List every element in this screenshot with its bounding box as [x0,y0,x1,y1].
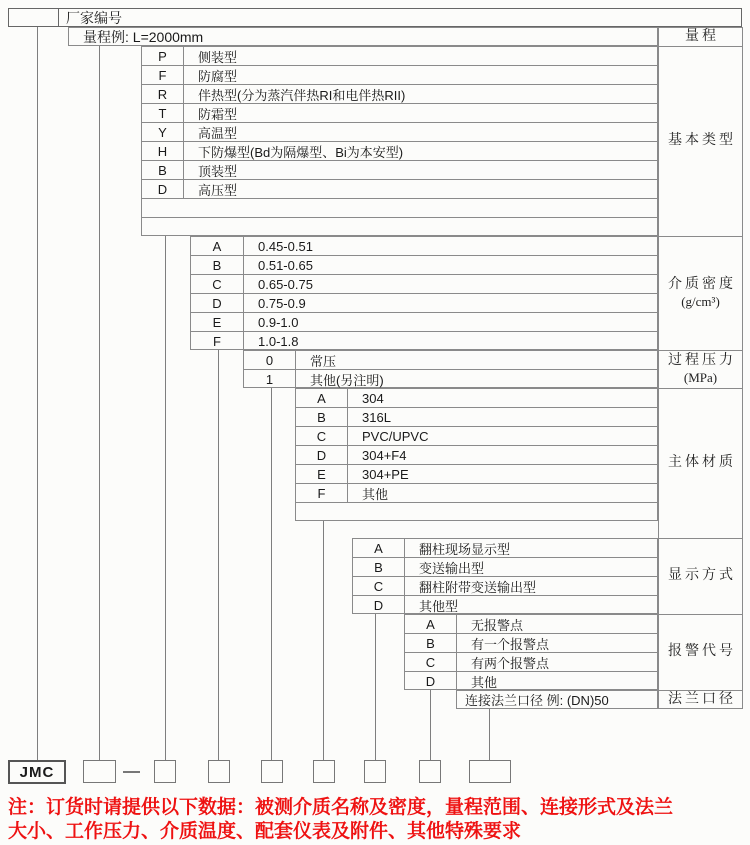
code-cell: P [142,47,184,65]
code-cell: C [405,653,457,671]
code-box-density [208,760,230,783]
code-cell: T [142,104,184,122]
code-cell: E [296,465,348,483]
connector-line [218,350,219,760]
code-cell: F [142,66,184,84]
table-row [405,652,657,671]
model-prefix-box: JMC [8,760,66,784]
code-cell: C [353,577,405,595]
section-basic-type-table [141,46,658,236]
table-row [191,237,657,255]
code-cell: F [191,332,244,350]
category-label-column [658,27,743,709]
category-label-density [659,236,742,349]
table-row [191,255,657,274]
connector-line [99,46,100,760]
desc-cell: 变送输出型 [419,560,485,576]
table-row [296,464,657,483]
table-row [191,331,657,350]
table-row [296,426,657,445]
flange-size-label: 连接法兰口径 例: (DN)50 [465,693,609,708]
range-row [68,27,658,46]
category-label-pressure [659,350,742,387]
table-row [296,483,657,502]
code-cell: E [191,313,244,331]
category-label-text: 主体材质 [668,455,736,470]
category-label-text: 过程压力 [668,353,736,368]
table-row [353,576,657,595]
desc-cell: 316L [362,409,391,425]
code-cell: H [142,142,184,160]
table-row [191,274,657,293]
desc-cell: 无报警点 [471,617,524,633]
category-label-basic-type [659,46,742,235]
dash-separator [123,771,140,773]
section-display-table [352,538,658,614]
code-box-flange [469,760,511,783]
desc-cell: 侧装型 [198,49,238,65]
code-box-material [313,760,335,783]
ordering-note-line2: 大小、工作压力、介质温度、配套仪表及附件、其他特殊要求 [8,821,522,842]
code-cell: D [142,180,184,198]
code-box-alarm [419,760,441,783]
desc-cell: 其他型 [419,598,459,614]
connector-line [37,27,38,760]
table-row [296,502,657,521]
flange-size-row [456,690,658,709]
category-label-display [659,538,742,613]
category-label-range [659,28,742,45]
connector-line [271,388,272,760]
category-label-unit: (g/cm³) [681,294,720,309]
desc-cell: 0.9-1.0 [258,314,299,330]
desc-cell: 0.45-0.51 [258,238,313,254]
desc-cell: 伴热型(分为蒸汽伴热RI和电伴热RII) [198,87,406,103]
code-cell: F [296,484,348,502]
desc-cell: 其他(另注明) [310,372,384,388]
table-row [353,539,657,557]
desc-cell: 翻柱附带变送输出型 [419,579,537,595]
desc-cell: 1.0-1.8 [258,333,299,349]
code-cell: B [296,408,348,426]
desc-cell: 常压 [310,353,337,369]
desc-cell: 高温型 [198,125,238,141]
code-box-pressure [261,760,283,783]
code-cell: B [353,558,405,576]
manufacturer-row-label: 厂家编号 [66,10,122,26]
table-row [142,103,657,122]
desc-cell: 0.75-0.9 [258,295,306,311]
table-row [142,141,657,160]
code-box-display [364,760,386,783]
code-cell: A [405,615,457,633]
table-row [142,122,657,141]
category-label-alarm [659,614,742,689]
section-material-table [295,388,658,521]
table-row [296,407,657,426]
table-row [142,84,657,103]
ordering-note-line1: 注：订货时请提供以下数据：被测介质名称及密度，量程范围、连接形式及法兰 [8,797,674,818]
code-cell: Y [142,123,184,141]
connector-line [375,614,376,760]
desc-cell: 其他 [471,674,498,690]
code-cell: A [353,539,405,557]
code-cell: 1 [244,370,296,388]
code-cell: D [296,446,348,464]
desc-cell: 有两个报警点 [471,655,550,671]
code-cell: B [405,634,457,652]
table-row [405,633,657,652]
table-row [142,65,657,84]
code-cell: C [191,275,244,293]
section-alarm-table [404,614,658,690]
desc-cell: 其他 [362,486,389,502]
code-cell: D [405,672,457,690]
table-row [353,557,657,576]
category-label-text: 报警代号 [668,644,736,659]
table-row [142,160,657,179]
table-row [244,351,657,369]
table-row [191,312,657,331]
category-label-text: 介质密度 [668,277,736,292]
table-row [405,615,657,633]
desc-cell: 下防爆型(Bd为隔爆型、Bi为本安型) [198,144,404,160]
desc-cell: 翻柱现场显示型 [419,541,511,557]
code-cell: B [142,161,184,179]
category-label-text: 显示方式 [668,568,736,583]
table-row [296,445,657,464]
category-label-text: 法兰口径 [668,691,736,707]
code-cell: R [142,85,184,103]
code-cell: A [296,389,348,407]
desc-cell: 防霜型 [198,106,238,122]
code-cell: A [191,237,244,255]
section-pressure-table [243,350,658,388]
desc-cell: 304+PE [362,466,409,482]
table-row [296,389,657,407]
table-row [353,595,657,614]
table-row [405,671,657,690]
section-density-table [190,236,658,350]
code-cell: D [353,596,405,614]
code-box-basic-type [154,760,176,783]
manufacturer-row [8,8,742,27]
table-row [142,179,657,198]
table-row [142,217,657,236]
range-row-label: 量程例: L=2000mm [83,29,204,45]
table-row [142,198,657,217]
desc-cell: 高压型 [198,182,238,198]
desc-cell: 有一个报警点 [471,636,550,652]
category-label-text: 基本类型 [668,133,736,148]
desc-cell: 304+F4 [362,447,407,463]
table-row [142,47,657,65]
connector-line [430,690,431,760]
code-cell: D [191,294,244,312]
manufacturer-row-divider [58,9,59,26]
connector-line [489,709,490,760]
code-box-range [83,760,116,783]
desc-cell: 0.51-0.65 [258,257,313,273]
connector-line [323,521,324,760]
desc-cell: 防腐型 [198,68,238,84]
table-row [244,369,657,388]
category-label-unit: (MPa) [683,370,718,385]
connector-line [165,236,166,760]
code-cell: 0 [244,351,296,369]
desc-cell: PVC/UPVC [362,428,429,444]
code-cell: B [191,256,244,274]
category-label-material [659,388,742,537]
desc-cell: 304 [362,390,384,406]
category-label-flange [659,690,742,708]
code-cell: C [296,427,348,445]
table-row [191,293,657,312]
desc-cell: 0.65-0.75 [258,276,313,292]
desc-cell: 顶装型 [198,163,238,179]
category-label-text: 量程 [685,28,719,44]
